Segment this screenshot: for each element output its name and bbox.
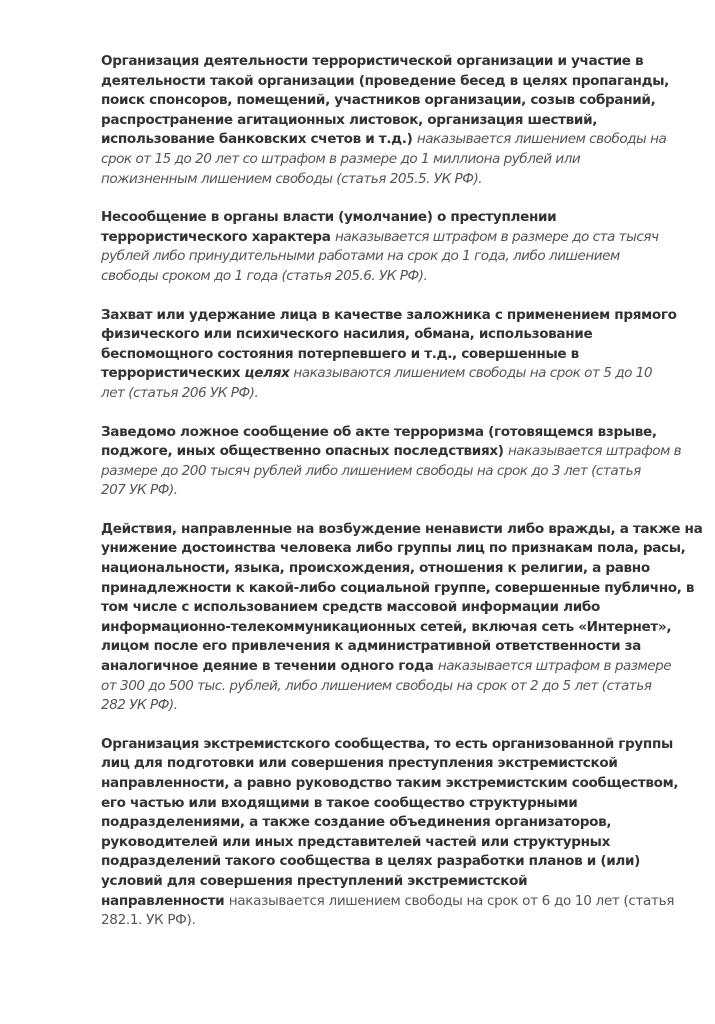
offense-description-text: Организация экстремистского сообщества, то есть организованной группы xyxy=(101,735,673,752)
text-line xyxy=(101,247,691,267)
penalty-text: от 300 до 500 тыс. рублей, либо лишением свободы на срок от 2 до 5 лет (статья xyxy=(101,677,652,694)
text-line xyxy=(101,559,691,579)
offense-description-text: поджоге, иных общественно опасных последствиях) xyxy=(101,443,508,460)
text-line xyxy=(101,657,691,677)
offense-description-text: беспомощного состояния потерпевшего и т.д., совершенные в xyxy=(101,345,579,362)
offense-description-text: распространение агитационных листовок, организация шествий, xyxy=(101,111,598,128)
offense-description-text: подразделений такого сообщества в целях разработки планов и (или) xyxy=(101,853,641,870)
text-line xyxy=(101,892,691,912)
text-line xyxy=(101,423,691,443)
text-line xyxy=(101,364,691,384)
offense-description-text: направленности xyxy=(101,892,229,909)
penalty-text: срок от 15 до 20 лет со штрафом в размере до 1 миллиона рублей или xyxy=(101,150,581,167)
offense-description-text: национальности, языка, происхождения, отношения к религии, а равно xyxy=(101,560,650,577)
penalty-text: лет (статья 206 УК РФ). xyxy=(101,384,259,401)
offense-description-text: унижение достоинства человека либо группы лиц по признакам пола, расы, xyxy=(101,540,686,557)
text-line xyxy=(101,462,691,482)
offense-description-text: лиц для подготовки или совершения преступления экстремистской xyxy=(101,755,618,772)
penalty-text: наказывается лишением свободы на xyxy=(416,131,667,148)
offense-description-text: том числе с использованием средств массовой информации либо xyxy=(101,599,601,616)
offense-description-text: принадлежности к какой-либо социальной группе, совершенные публично, в xyxy=(101,579,695,596)
offense-description-text: террористического характера xyxy=(101,228,335,245)
text-line xyxy=(101,696,691,716)
paragraph-terrorist-organization xyxy=(101,52,691,189)
paragraph-hostage-taking xyxy=(101,306,691,404)
paragraph-incitement-hatred xyxy=(101,520,703,716)
offense-description-text: целях xyxy=(244,365,290,382)
text-line xyxy=(101,72,691,92)
text-line xyxy=(101,618,691,638)
text-line xyxy=(101,228,691,248)
offense-description-text: Заведомо ложное сообщение об акте терроризма (готовящемся взрыве, xyxy=(101,423,657,440)
text-line xyxy=(101,325,691,345)
offense-description-text: поиск спонсоров, помещений, участников организации, созыв собраний, xyxy=(101,92,656,109)
offense-description-text: деятельности такой организации (проведение бесед в целях пропаганды, xyxy=(101,72,669,89)
text-line xyxy=(101,170,691,190)
paragraph-false-terror-report xyxy=(101,423,691,501)
offense-description-text: условий для совершения преступлений экстремистской xyxy=(101,872,528,889)
text-line xyxy=(101,384,691,404)
text-line xyxy=(101,481,691,501)
paragraph-failure-to-report xyxy=(101,208,691,286)
text-line xyxy=(101,813,691,833)
penalty-text: наказывается штрафом в xyxy=(508,443,682,460)
text-line xyxy=(101,208,691,228)
text-line xyxy=(101,637,691,657)
penalty-text: 207 УК РФ). xyxy=(101,482,178,499)
offense-description-text: Организация деятельности террористической организации и участие в xyxy=(101,53,644,69)
text-line xyxy=(101,520,703,540)
text-line xyxy=(101,91,691,111)
text-line xyxy=(101,677,691,697)
penalty-text: 282.1. УК РФ). xyxy=(101,912,196,929)
offense-description-text: лицом после его привлечения к административной ответственности за xyxy=(101,638,642,655)
text-line xyxy=(101,852,691,872)
text-line xyxy=(101,872,691,892)
text-line xyxy=(101,774,691,794)
offense-description-text: направленности, а равно руководство таким экстремистским сообществом, xyxy=(101,775,679,791)
offense-description-text: Действия, направленные на возбуждение ненависти либо вражды, а также на xyxy=(101,520,703,537)
penalty-text: наказываются лишением свободы на срок от 5 до 10 xyxy=(289,365,653,382)
penalty-text: наказывается штрафом в размере xyxy=(437,658,672,675)
text-line xyxy=(101,111,691,131)
text-line xyxy=(101,735,691,755)
text-line xyxy=(101,539,691,559)
text-line xyxy=(101,754,691,774)
penalty-text: наказывается лишением свободы на срок от 6 до 10 лет (статья xyxy=(228,892,675,909)
text-line xyxy=(101,306,691,326)
offense-description-text: террористических xyxy=(101,365,245,382)
text-line xyxy=(101,579,695,599)
text-line xyxy=(101,345,691,365)
text-line xyxy=(101,911,691,931)
text-line xyxy=(101,598,691,618)
penalty-text: свободы сроком до 1 года (статья 205.6. УК РФ). xyxy=(101,267,428,284)
document-page xyxy=(101,52,703,950)
penalty-text: наказывается штрафом в размере до ста тысяч xyxy=(334,228,659,245)
penalty-text: 282 УК РФ). xyxy=(101,697,178,714)
offense-description-text: подразделениями, а также создание объединения организаторов, xyxy=(101,814,612,831)
offense-description-text: руководителей или иных представителей частей или структурных xyxy=(101,833,611,850)
penalty-text: рублей либо принудительными работами на срок до 1 года, либо лишением xyxy=(101,248,620,265)
paragraph-extremist-community xyxy=(101,735,691,931)
text-line xyxy=(101,130,691,150)
text-line xyxy=(101,52,691,72)
text-line xyxy=(101,833,691,853)
offense-description-text: информационно-телекоммуникационных сетей, включая сеть «Интернет», xyxy=(101,618,672,635)
offense-description-text: физического или психического насилия, обмана, использование xyxy=(101,326,593,343)
penalty-text: размере до 200 тысяч рублей либо лишением свободы на срок до 3 лет (статья xyxy=(101,462,641,479)
text-line xyxy=(101,150,691,170)
penalty-text: пожизненным лишением свободы (статья 205.5. УК РФ). xyxy=(101,170,483,187)
offense-description-text: Захват или удержание лица в качестве заложника с применением прямого xyxy=(101,306,677,323)
offense-description-text: его частью или входящими в такое сообщество структурными xyxy=(101,794,578,811)
text-line xyxy=(101,794,691,814)
offense-description-text: Несообщение в органы власти (умолчание) о преступлении xyxy=(101,209,557,226)
offense-description-text: аналогичное деяние в течении одного года xyxy=(101,658,438,675)
text-line xyxy=(101,442,691,462)
offense-description-text: использование банковских счетов и т.д.) xyxy=(101,131,417,148)
text-line xyxy=(101,267,691,287)
